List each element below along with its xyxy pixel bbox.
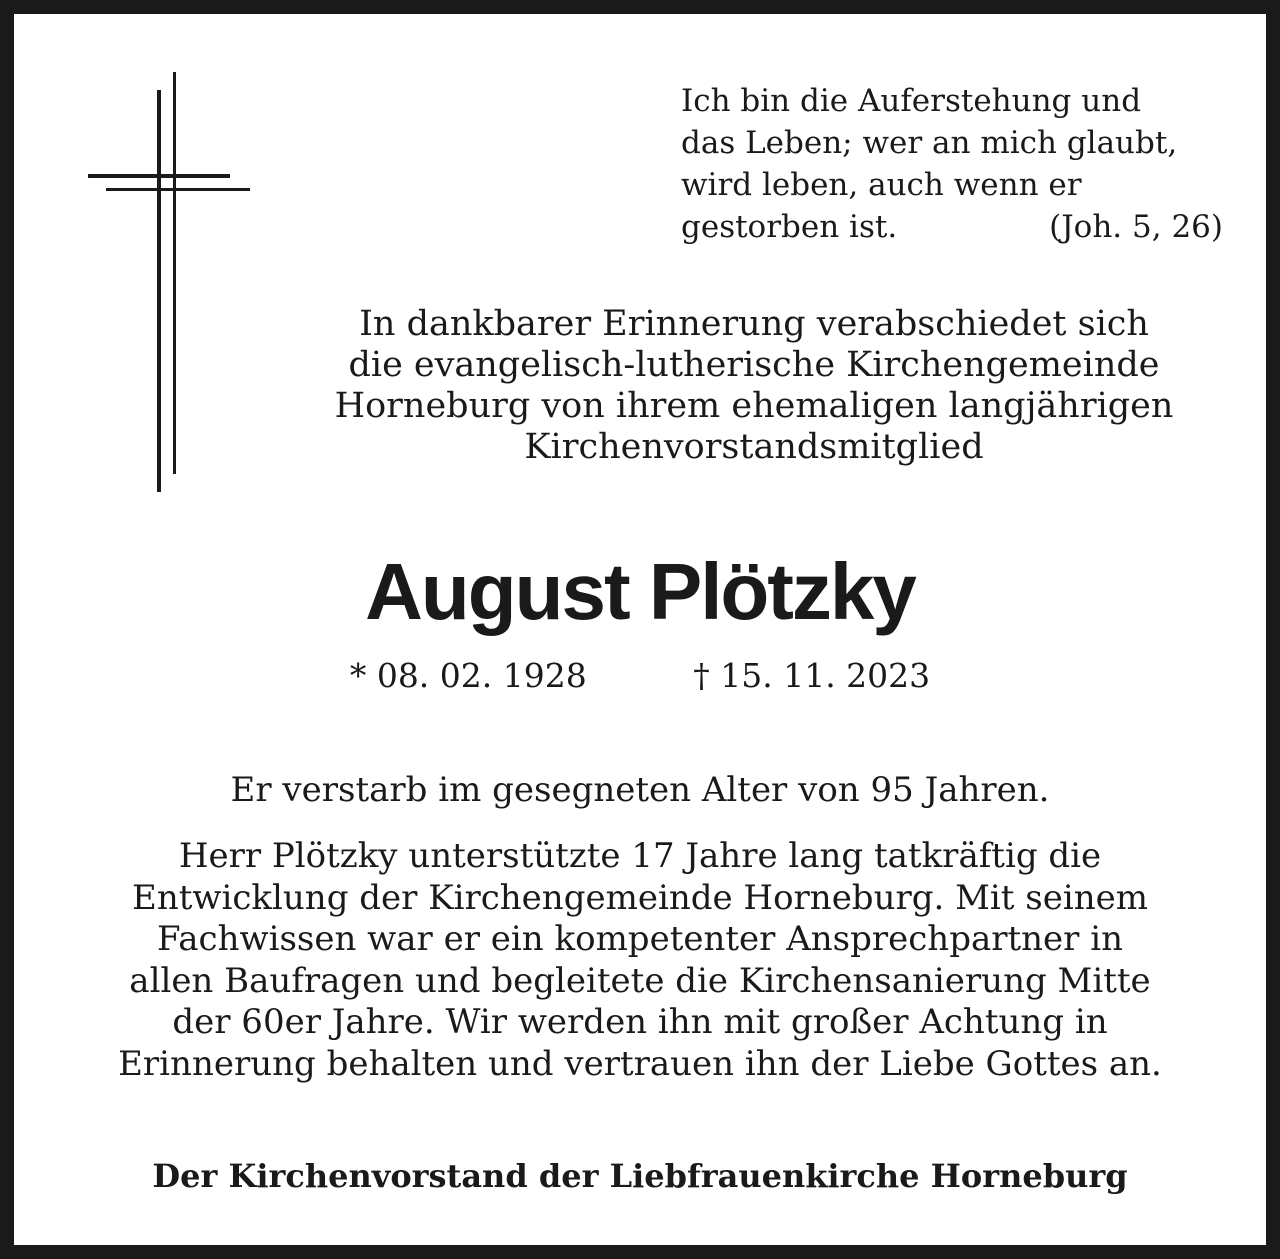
- tribute-line: Fachwissen war er ein kompetenter Ansprechpartner in: [156, 919, 1123, 959]
- quote-line: das Leben; wer an mich glaubt,: [681, 125, 1178, 161]
- tribute-line: allen Baufragen und begleitete die Kirchensanierung Mitte: [129, 960, 1151, 1001]
- tribute-line: Erinnerung behalten und vertrauen ihn der Liebe Gottes an.: [118, 1043, 1162, 1084]
- intro-text: [284, 304, 1224, 468]
- tribute-text: [14, 836, 1266, 1085]
- cross-icon: [88, 72, 258, 492]
- tribute-line: Herr Plötzky unterstützte 17 Jahre lang tatkräftig die: [178, 836, 1102, 876]
- cross-horizontal-bar: [106, 188, 250, 191]
- bible-quote: [681, 80, 1223, 248]
- cross-vertical-bar: [173, 72, 176, 474]
- quote-last-line: [681, 206, 1223, 248]
- age-line: Er verstarb im gesegneten Alter von 95 Jahren.: [230, 770, 1050, 810]
- quote-line: gestorben ist.: [681, 209, 898, 245]
- birth-date: * 08. 02. 1928: [349, 656, 587, 695]
- intro-line: die evangelisch-lutherische Kirchengemeinde: [348, 345, 1160, 385]
- signature: Der Kirchenvorstand der Liebfrauenkirche Horneburg: [152, 1157, 1128, 1195]
- quote-reference: (Joh. 5, 26): [1049, 209, 1223, 245]
- intro-line: Horneburg von ihrem ehemaligen langjährigen: [334, 386, 1174, 426]
- death-date: † 15. 11. 2023: [693, 656, 931, 695]
- quote-line: wird leben, auch wenn er: [681, 167, 1082, 203]
- tribute-line: der 60er Jahre. Wir werden ihn mit großer Achtung in: [172, 1002, 1108, 1042]
- intro-line: In dankbarer Erinnerung verabschiedet sich: [359, 304, 1149, 344]
- tribute-line: Entwicklung der Kirchengemeinde Horneburg. Mit seinem: [132, 877, 1148, 918]
- deceased-name: August Plötzky: [365, 547, 915, 636]
- cross-vertical-bar: [157, 90, 161, 492]
- cross-horizontal-bar: [88, 174, 230, 178]
- life-dates: [14, 654, 1266, 698]
- quote-line: Ich bin die Auferstehung und: [681, 83, 1142, 119]
- intro-line: Kirchenvorstandsmitglied: [524, 427, 984, 467]
